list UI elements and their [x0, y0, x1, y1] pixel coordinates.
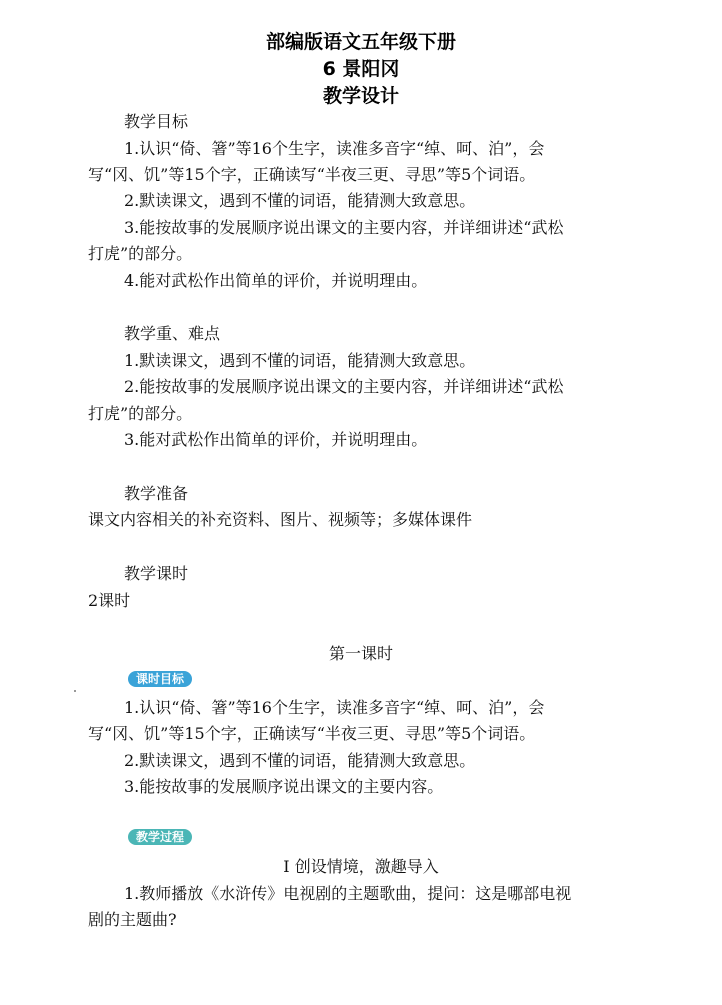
goals-line: 写“冈、饥”等15个字，正确读写“半夜三更、寻思”等5个词语。 [88, 165, 536, 184]
lesson-goals-line: 1.认识“倚、箸”等16个生字，读准多音字“绰、呵、泊”，会 [124, 698, 545, 717]
doc-title: 部编版语文五年级下册 [265, 31, 456, 53]
lesson-title: 6 景阳冈 [322, 58, 400, 80]
lesson-goals-line: 3.能按故事的发展顺序说出课文的主要内容。 [124, 777, 444, 796]
section-heading: Ⅰ 创设情境，激趣导入 [283, 857, 439, 876]
prep-heading: 教学准备 [124, 484, 189, 503]
teaching-process-badge: 教学过程 [128, 829, 192, 845]
goals-line: 1.认识“倚、箸”等16个生字，读准多音字“绰、呵、泊”，会 [124, 139, 545, 158]
hours-line: 2课时 [88, 591, 131, 610]
stray-dot [74, 690, 76, 692]
goals-line: 3.能按故事的发展顺序说出课文的主要内容，并详细讲述“武松 [124, 218, 564, 237]
doc-subtitle: 教学设计 [322, 85, 399, 107]
key-points-line: 3.能对武松作出简单的评价，并说明理由。 [124, 430, 428, 449]
key-points-line: 2.能按故事的发展顺序说出课文的主要内容，并详细讲述“武松 [124, 377, 564, 396]
prep-line: 课文内容相关的补充资料、图片、视频等；多媒体课件 [88, 510, 473, 529]
key-points-line: 1.默读课文，遇到不懂的词语，能猜测大致意思。 [124, 351, 476, 370]
goals-line: 4.能对武松作出简单的评价，并说明理由。 [124, 271, 428, 290]
lesson-goals-line: 写“冈、饥”等15个字，正确读写“半夜三更、寻思”等5个词语。 [88, 724, 536, 743]
hours-heading: 教学课时 [124, 564, 189, 583]
process-line: 1.教师播放《水浒传》电视剧的主题歌曲，提问：这是哪部电视 [124, 884, 572, 903]
key-points-line: 打虎”的部分。 [88, 404, 193, 423]
goals-line: 打虎”的部分。 [88, 244, 193, 263]
key-points-heading: 教学重、难点 [124, 324, 221, 343]
lesson-goals-line: 2.默读课文，遇到不懂的词语，能猜测大致意思。 [124, 751, 476, 770]
lesson-goals-badge: 课时目标 [128, 671, 192, 687]
first-lesson-heading: 第一课时 [328, 644, 393, 663]
process-line: 剧的主题曲? [88, 910, 177, 929]
goals-heading: 教学目标 [124, 112, 189, 131]
goals-line: 2.默读课文，遇到不懂的词语，能猜测大致意思。 [124, 191, 476, 210]
